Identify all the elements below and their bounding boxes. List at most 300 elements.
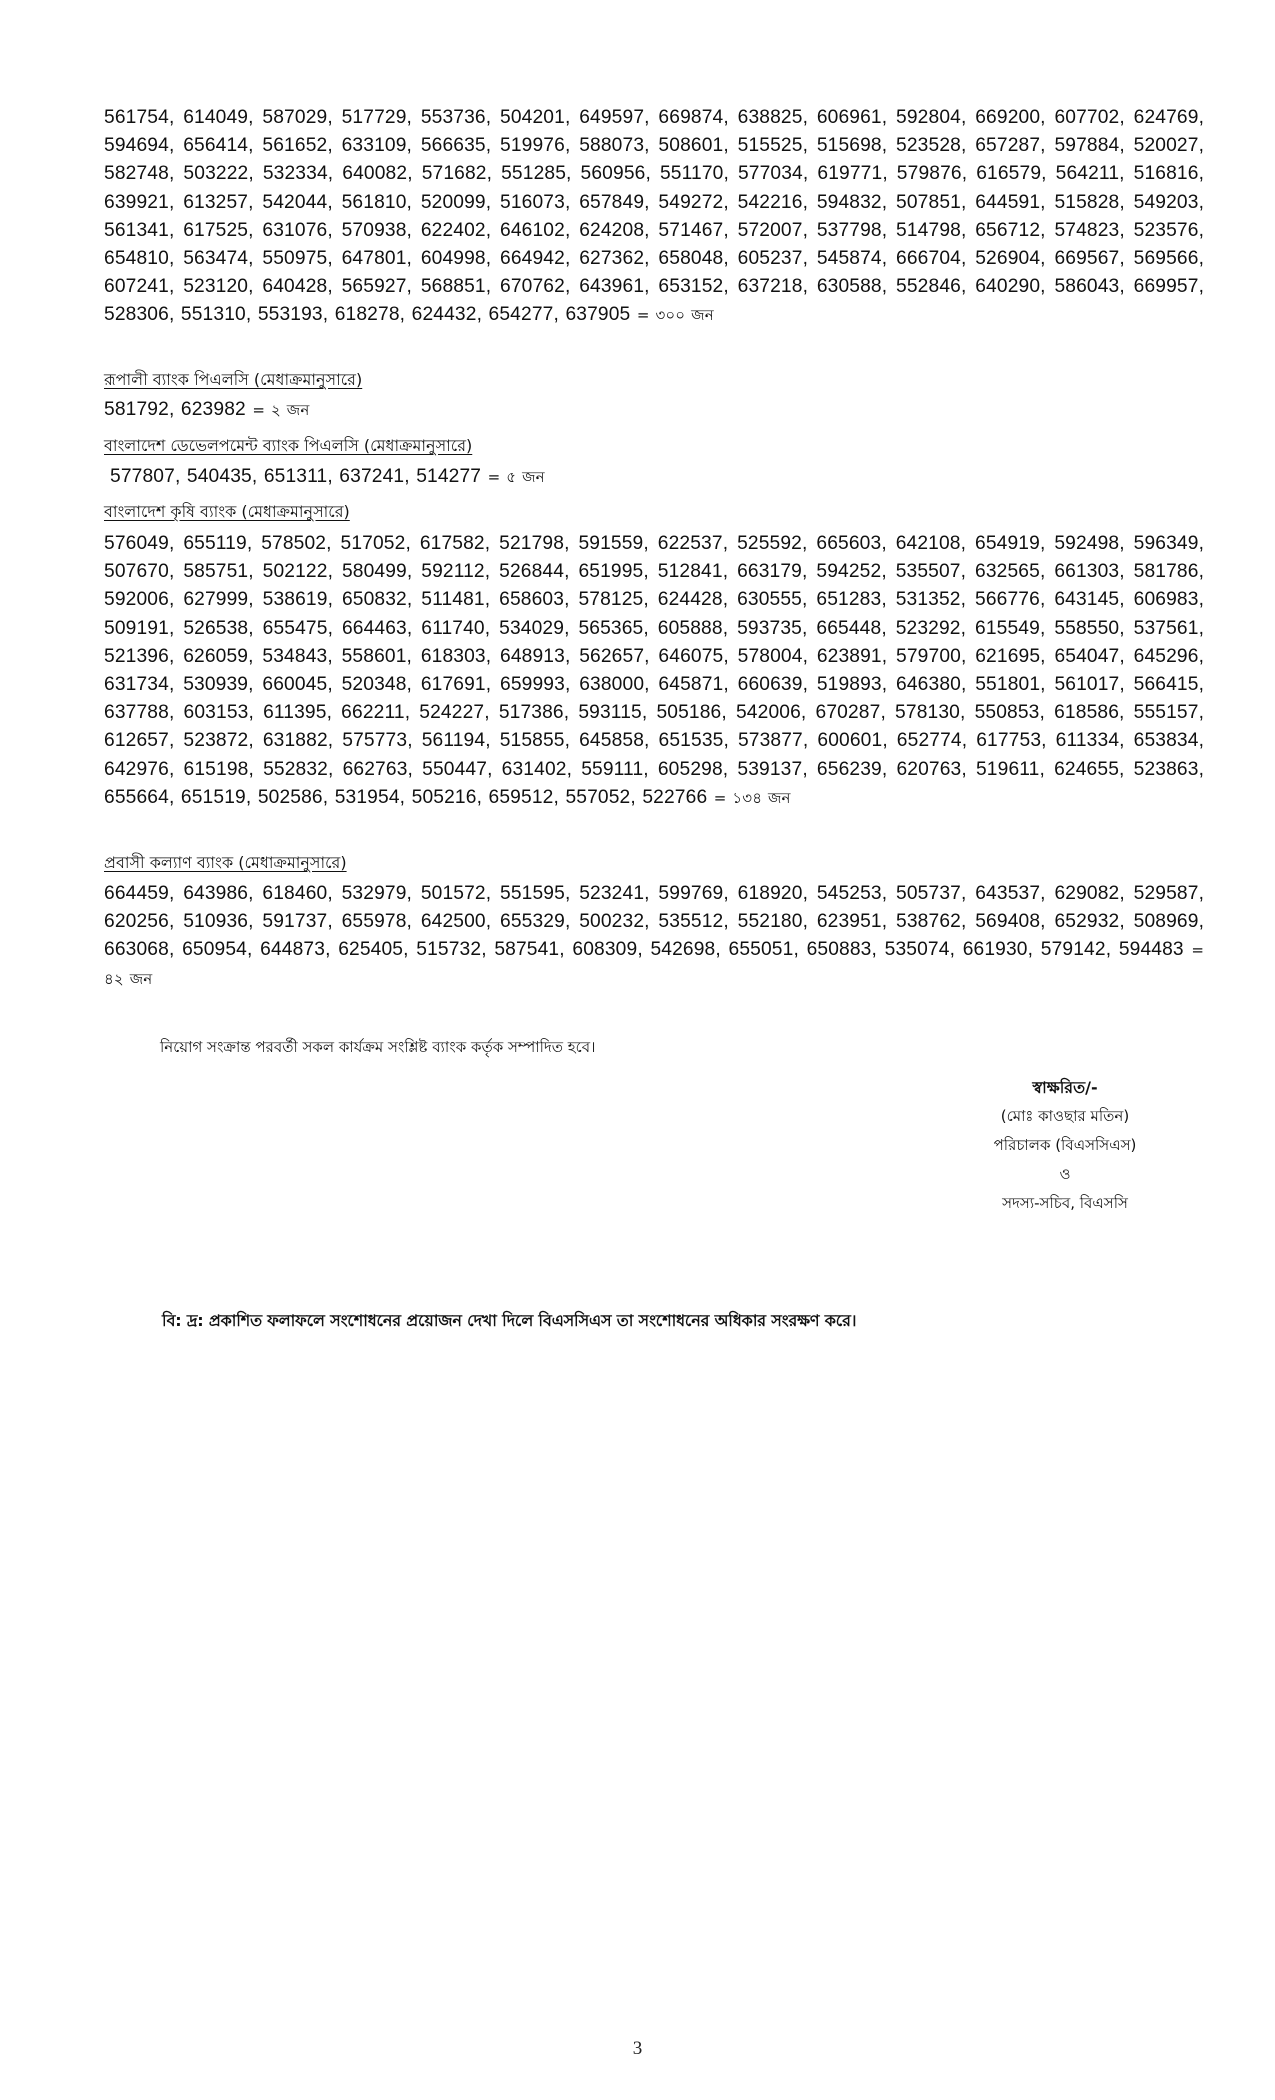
roll-number: 615198	[183, 758, 249, 780]
signatory-designation: পরিচালক (বিএসসিএস)	[993, 1136, 1137, 1154]
roll-number: 606983	[1133, 589, 1199, 611]
roll-number: 558601	[341, 645, 407, 667]
roll-number: 591559	[578, 533, 644, 554]
roll-number: 638000	[579, 674, 645, 696]
candidate-list-bangladesh-development-bank	[104, 463, 1210, 491]
roll-number: 618460	[262, 883, 328, 904]
roll-number: 551595	[500, 883, 565, 904]
roll-number: 651519	[180, 786, 246, 808]
roll-number: 542006	[735, 702, 801, 724]
roll-number: 581792	[104, 399, 169, 420]
roll-number: 665448	[816, 617, 882, 639]
roll-number: 613257	[183, 191, 249, 213]
roll-number: 623982	[180, 399, 246, 420]
roll-number: 511481	[421, 589, 485, 611]
roll-number: 532979	[341, 883, 407, 904]
roll-number: 648913	[500, 645, 565, 667]
roll-number: 561194	[421, 730, 486, 752]
roll-number: 594483	[1118, 939, 1184, 961]
roll-number: 632565	[975, 561, 1040, 583]
roll-number: 655051	[728, 939, 794, 961]
roll-number: 549272	[658, 191, 724, 213]
roll-number: 643145	[1054, 589, 1120, 611]
roll-number: 565365	[578, 617, 644, 639]
roll-number: 622402	[420, 219, 486, 241]
roll-number: 592498	[1054, 533, 1120, 554]
roll-number: 655119	[183, 533, 247, 554]
roll-number: 642976	[104, 758, 169, 780]
roll-number: 517729	[341, 107, 407, 128]
roll-number: 515828	[1054, 191, 1120, 213]
roll-number: 550975	[262, 248, 328, 270]
roll-number: 640082	[342, 163, 408, 185]
roll-number: 553736	[420, 107, 486, 128]
page-number: 3	[632, 2038, 643, 2059]
roll-number: 651311	[263, 466, 328, 487]
roll-number: 580499	[341, 561, 407, 583]
roll-number: 532334	[262, 163, 328, 185]
roll-number: 550853	[974, 702, 1040, 724]
roll-number: 646380	[896, 674, 961, 696]
roll-number: 515855	[499, 730, 565, 752]
roll-number: 649597	[579, 107, 645, 128]
roll-number: 549203	[1133, 191, 1199, 213]
roll-number: 599769	[658, 883, 724, 904]
roll-number: 654919	[975, 533, 1040, 554]
roll-number: 504201	[500, 107, 565, 128]
roll-number: 561754	[104, 107, 169, 128]
roll-number: 624655	[1054, 758, 1120, 780]
roll-number: 659993	[500, 674, 565, 696]
roll-number: 555157	[1133, 702, 1199, 724]
roll-number: 618278	[334, 304, 400, 326]
footnote: বি: দ্র: প্রকাশিত ফলাফলে সংশোধনের প্রয়োজন দেখা দিলে বিএসসিএস তা সংশোধনের অধিকার সংরক্ষণ করে।	[162, 1311, 857, 1330]
roll-number: 651995	[578, 561, 644, 583]
roll-number: 652774	[896, 730, 962, 752]
roll-number: 505216	[411, 786, 477, 808]
roll-number: 522766	[642, 786, 708, 808]
roll-number: 615549	[975, 617, 1040, 639]
roll-number: 656239	[816, 758, 882, 780]
roll-number: 523872	[183, 730, 249, 752]
roll-number: 587029	[262, 107, 328, 128]
roll-number: 605237	[737, 248, 803, 270]
roll-number: 542216	[737, 191, 803, 213]
roll-number: 631734	[104, 674, 169, 696]
roll-number: 624432	[411, 304, 477, 326]
roll-number: 578004	[737, 645, 803, 667]
roll-number: 664942	[500, 248, 565, 270]
roll-number: 660045	[262, 674, 328, 696]
roll-number: 650883	[806, 939, 872, 961]
roll-number: 537561	[1133, 617, 1199, 639]
roll-number: 559111	[581, 758, 644, 780]
roll-number: 569566	[1133, 248, 1199, 270]
roll-number: 553193	[257, 304, 323, 326]
roll-number: 594832	[816, 191, 882, 213]
roll-number: 566635	[420, 135, 486, 157]
roll-number: 561652	[262, 135, 328, 157]
roll-number: 670762	[500, 276, 565, 298]
roll-number: 519976	[500, 135, 565, 157]
roll-number: 596349	[1133, 533, 1199, 554]
roll-number: 521798	[499, 533, 565, 554]
roll-number: 662211	[341, 702, 405, 724]
roll-number: 545253	[816, 883, 882, 904]
roll-number: 654810	[104, 248, 169, 270]
roll-number: 619771	[817, 163, 883, 185]
roll-number: 542698	[650, 939, 716, 961]
roll-number: 637788	[104, 702, 169, 724]
roll-numbers: 581792, 623982	[104, 399, 246, 420]
roll-number: 656712	[975, 219, 1041, 241]
roll-number: 651535	[658, 730, 724, 752]
roll-number: 661930	[962, 939, 1028, 961]
roll-number: 656414	[183, 135, 249, 157]
roll-number: 629082	[1054, 883, 1120, 904]
roll-number: 514277	[416, 466, 482, 487]
signatory-name: (মোঃ কাওছার মতিন)	[1000, 1107, 1130, 1125]
roll-number: 658603	[499, 589, 565, 611]
roll-number: 505186	[656, 702, 722, 724]
roll-number: 523241	[579, 883, 645, 904]
roll-number: 642108	[895, 533, 961, 554]
roll-number: 663179	[737, 561, 803, 583]
roll-number: 623891	[816, 645, 882, 667]
signatory-role: সদস্য-সচিব, বিএসসি	[1002, 1194, 1128, 1212]
roll-number: 597884	[1054, 135, 1120, 157]
roll-number: 510936	[183, 911, 249, 933]
roll-number: 606961	[816, 107, 882, 128]
section-heading-probashi-kallyan-bank: প্রবাসী কল্যাণ ব্যাংক (মেধাক্রমানুসারে)	[104, 853, 347, 872]
roll-number: 617582	[419, 533, 485, 554]
roll-number: 523120	[183, 276, 249, 298]
roll-number: 550447	[422, 758, 488, 780]
roll-number: 507851	[896, 191, 961, 213]
candidate-list-probashi-kallyan-bank	[104, 880, 1204, 993]
roll-number: 592112	[421, 561, 485, 583]
roll-number: 620763	[896, 758, 962, 780]
roll-number: 643537	[975, 883, 1041, 904]
roll-numbers: 576049, 655119, 578502, 517052, 617582, 521798, 591559, 622537, 525592, 665603, 642108, 654919, 592498, 596349, 507670, 585751, 502122, 580499, 592112, 526844, 651995, 512841, 663179, 594252, 535507, 632565, 661303, 581786, 592006, 627999, 538619, 650832, 511481, 658603, 578125, 624428, 630555, 651283, 531352, 566776, 643145, 606983, 509191, 526538, 655475, 664463, 611740, 534029, 565365, 605888, 593735, 665448, 523292, 615549, 558550, 537561, 521396, 626059, 534843, 558601, 618303, 648913, 562657, 646075, 578004, 623891, 579700, 621695, 654047, 645296, 631734, 530939, 660045, 520348, 617691, 659993, 638000, 645871, 660639, 519893, 646380, 551801, 561017, 566415, 637788, 603153, 611395, 662211, 524227, 517386, 593115, 505186, 542006, 670287, 578130, 550853, 618586, 555157, 612657, 523872, 631882, 575773, 561194, 515855, 645858, 651535, 573877, 600601, 652774, 617753, 611334, 653834, 642976, 615198, 552832, 662763, 550447, 631402, 559111, 605298, 539137, 656239, 620763, 519611, 624655, 523863, 655664, 651519, 502586, 531954, 505216, 659512, 557052, 522766	[104, 533, 1205, 808]
roll-number: 542044	[262, 191, 328, 213]
roll-number: 519893	[816, 674, 882, 696]
roll-number: 631402	[501, 758, 567, 780]
roll-number: 577807	[110, 466, 175, 487]
roll-number: 660639	[737, 674, 803, 696]
roll-number: 526538	[183, 617, 249, 639]
roll-number: 670287	[815, 702, 881, 724]
roll-number: 523292	[895, 617, 961, 639]
roll-number: 570938	[341, 219, 407, 241]
roll-number: 605888	[657, 617, 723, 639]
roll-number: 592006	[104, 589, 169, 611]
section-heading-bangladesh-development-bank: বাংলাদেশ ডেভেলপমেন্ট ব্যাংক পিএলসি (মেধাক্রমানুসারে)	[104, 436, 473, 455]
roll-number: 646075	[658, 645, 724, 667]
roll-number: 517386	[498, 702, 564, 724]
roll-number: 644591	[975, 191, 1041, 213]
roll-number: 650832	[341, 589, 407, 611]
roll-number: 538619	[262, 589, 328, 611]
candidate-list-main	[104, 104, 1204, 330]
roll-number: 551801	[975, 674, 1041, 696]
roll-number: 586043	[1054, 276, 1120, 298]
roll-number: 643961	[579, 276, 645, 298]
roll-number: 625405	[338, 939, 404, 961]
roll-number: 502122	[262, 561, 328, 583]
roll-number: 627362	[579, 248, 645, 270]
roll-number: 537798	[816, 219, 882, 241]
roll-number: 593735	[737, 617, 803, 639]
roll-number: 508601	[658, 135, 724, 157]
roll-number: 655978	[341, 911, 407, 933]
roll-number: 662763	[342, 758, 408, 780]
roll-number: 538762	[896, 911, 961, 933]
roll-number: 607241	[104, 276, 169, 298]
roll-number: 637241	[339, 466, 405, 487]
roll-number: 654277	[488, 304, 554, 326]
roll-number: 644873	[260, 939, 326, 961]
roll-number: 622537	[657, 533, 723, 554]
roll-number: 535507	[895, 561, 961, 583]
roll-number: 579142	[1040, 939, 1106, 961]
roll-number: 663068	[104, 939, 169, 961]
roll-number: 524227	[419, 702, 485, 724]
roll-number: 528306	[104, 304, 169, 326]
roll-number: 563474	[183, 248, 249, 270]
roll-number: 657287	[975, 135, 1041, 157]
roll-number: 643986	[183, 883, 249, 904]
total-count: = ৫ জন	[487, 468, 545, 486]
roll-number: 508969	[1133, 911, 1199, 933]
roll-number: 616579	[976, 163, 1042, 185]
roll-number: 669200	[975, 107, 1041, 128]
roll-number: 534029	[499, 617, 565, 639]
roll-number: 605298	[657, 758, 723, 780]
roll-number: 654047	[1054, 645, 1120, 667]
roll-number: 503222	[183, 163, 249, 185]
roll-number: 669874	[658, 107, 724, 128]
roll-number: 624769	[1133, 107, 1199, 128]
roll-number: 591737	[262, 911, 328, 933]
roll-number: 620256	[104, 911, 169, 933]
candidate-list-bangladesh-krishi-bank	[104, 530, 1204, 812]
roll-number: 594694	[104, 135, 169, 157]
roll-numbers: 577807, 540435, 651311, 637241, 514277	[110, 466, 482, 487]
roll-number: 531352	[895, 589, 961, 611]
roll-number: 582748	[104, 163, 169, 185]
roll-number: 637218	[737, 276, 803, 298]
roll-number: 551310	[180, 304, 246, 326]
roll-number: 617691	[420, 674, 486, 696]
roll-number: 640290	[975, 276, 1041, 298]
roll-number: 655329	[500, 911, 565, 933]
roll-number: 569408	[975, 911, 1041, 933]
roll-number: 526844	[499, 561, 565, 583]
candidate-list-rupali-bank	[104, 396, 1204, 424]
roll-number: 631882	[262, 730, 328, 752]
roll-number: 561810	[341, 191, 407, 213]
roll-number: 534843	[262, 645, 328, 667]
roll-number: 604998	[420, 248, 486, 270]
roll-number: 578130	[895, 702, 960, 724]
roll-number: 578125	[578, 589, 644, 611]
total-count: = ৪২ জন	[104, 941, 1205, 988]
roll-number: 621695	[975, 645, 1041, 667]
roll-number: 552180	[737, 911, 803, 933]
section-heading-rupali-bank: রূপালী ব্যাংক পিএলসি (মেধাক্রমানুসারে)	[104, 370, 363, 389]
roll-number: 617753	[976, 730, 1042, 752]
roll-number: 566776	[975, 589, 1040, 611]
roll-number: 574823	[1054, 219, 1120, 241]
roll-number: 507670	[104, 561, 169, 583]
roll-number: 655664	[104, 786, 169, 808]
roll-number: 631076	[262, 219, 328, 241]
total-count: = ২ জন	[252, 401, 310, 419]
roll-numbers: 561754, 614049, 587029, 517729, 553736, 504201, 649597, 669874, 638825, 606961, 592804, 669200, 607702, 624769, 594694, 656414, 561652, 633109, 566635, 519976, 588073, 508601, 515525, 515698, 523528, 657287, 597884, 520027, 582748, 503222, 532334, 640082, 571682, 551285, 560956, 551170, 577034, 619771, 579876, 616579, 564211, 516816, 639921, 613257, 542044, 561810, 520099, 516073, 657849, 549272, 542216, 594832, 507851, 644591, 515828, 549203, 561341, 617525, 631076, 570938, 622402, 646102, 624208, 571467, 572007, 537798, 514798, 656712, 574823, 523576, 654810, 563474, 550975, 647801, 604998, 664942, 627362, 658048, 605237, 545874, 666704, 526904, 669567, 569566, 607241, 523120, 640428, 565927, 568851, 670762, 643961, 653152, 637218, 630588, 552846, 640290, 586043, 669957, 528306, 551310, 553193, 618278, 624432, 654277, 637905	[104, 107, 1205, 326]
roll-number: 581786	[1133, 561, 1199, 583]
roll-number: 561017	[1054, 674, 1120, 696]
roll-number: 523528	[896, 135, 961, 157]
roll-number: 516816	[1133, 163, 1199, 185]
roll-number: 611334	[1055, 730, 1120, 752]
roll-number: 630588	[816, 276, 882, 298]
roll-number: 577034	[737, 163, 803, 185]
roll-number: 653152	[658, 276, 724, 298]
roll-number: 529587	[1133, 883, 1199, 904]
roll-number: 505737	[896, 883, 961, 904]
roll-number: 573877	[737, 730, 803, 752]
roll-number: 535512	[658, 911, 724, 933]
section-heading-bangladesh-krishi-bank: বাংলাদেশ কৃষি ব্যাংক (মেধাক্রমানুসারে)	[104, 502, 350, 521]
notice-text: নিয়োগ সংক্রান্ত পরবর্তী সকল কার্যক্রম সংশ্লিষ্ট ব্যাংক কর্তৃক সম্পাদিত হবে।	[160, 1038, 596, 1056]
roll-number: 519611	[975, 758, 1040, 780]
roll-number: 645871	[658, 674, 724, 696]
roll-number: 523576	[1133, 219, 1199, 241]
roll-number: 639921	[104, 191, 169, 213]
roll-number: 603153	[183, 702, 249, 724]
roll-number: 515732	[416, 939, 482, 961]
roll-number: 566415	[1133, 674, 1199, 696]
roll-number: 520027	[1133, 135, 1199, 157]
roll-numbers: 664459, 643986, 618460, 532979, 501572, 551595, 523241, 599769, 618920, 545253, 505737, 643537, 629082, 529587, 620256, 510936, 591737, 655978, 642500, 655329, 500232, 535512, 552180, 623951, 538762, 569408, 652932, 508969, 663068, 650954, 644873, 625405, 515732, 587541, 608309, 542698, 655051, 650883, 535074, 661930, 579142, 594483	[104, 883, 1205, 961]
roll-number: 585751	[183, 561, 249, 583]
roll-number: 600601	[817, 730, 883, 752]
roll-number: 642500	[420, 911, 486, 933]
roll-number: 608309	[572, 939, 638, 961]
roll-number: 627999	[183, 589, 249, 611]
roll-number: 579700	[896, 645, 961, 667]
total-count: = ৩০০ জন	[636, 306, 714, 325]
roll-number: 557052	[565, 786, 631, 808]
roll-number: 516073	[500, 191, 565, 213]
roll-number: 512841	[657, 561, 723, 583]
roll-number: 561341	[104, 219, 169, 241]
roll-number: 666704	[896, 248, 961, 270]
roll-number: 568851	[420, 276, 486, 298]
roll-number: 500232	[579, 911, 645, 933]
roll-number: 520348	[341, 674, 407, 696]
roll-number: 523863	[1133, 758, 1199, 780]
roll-number: 575773	[342, 730, 408, 752]
roll-number: 661303	[1054, 561, 1120, 583]
roll-number: 515525	[737, 135, 803, 157]
signatory-conjunction: ও	[1059, 1165, 1071, 1183]
roll-number: 501572	[420, 883, 486, 904]
roll-number: 517052	[340, 533, 406, 554]
roll-number: 618920	[737, 883, 803, 904]
roll-number: 650954	[182, 939, 247, 961]
roll-number: 630555	[737, 589, 803, 611]
roll-number: 502586	[257, 786, 323, 808]
roll-number: 558550	[1054, 617, 1120, 639]
roll-number: 618586	[1054, 702, 1120, 724]
roll-number: 612657	[104, 730, 169, 752]
roll-number: 611395	[263, 702, 327, 724]
roll-number: 560956	[580, 163, 646, 185]
roll-number: 626059	[183, 645, 249, 667]
roll-number: 545874	[816, 248, 882, 270]
roll-number: 611740	[421, 617, 485, 639]
roll-number: 633109	[341, 135, 407, 157]
roll-number: 515698	[816, 135, 882, 157]
roll-number: 530939	[183, 674, 249, 696]
roll-number: 669957	[1133, 276, 1199, 298]
roll-number: 658048	[658, 248, 724, 270]
roll-number: 539137	[737, 758, 803, 780]
roll-number: 587541	[494, 939, 560, 961]
roll-number: 659512	[488, 786, 554, 808]
roll-number: 669567	[1054, 248, 1120, 270]
roll-number: 562657	[579, 645, 645, 667]
roll-number: 665603	[816, 533, 882, 554]
roll-number: 623951	[816, 911, 882, 933]
total-count: = ১৩৪ জন	[713, 788, 791, 807]
roll-number: 651283	[816, 589, 882, 611]
roll-number: 614049	[183, 107, 249, 128]
roll-number: 664459	[104, 883, 169, 904]
roll-number: 638825	[737, 107, 803, 128]
roll-number: 525592	[737, 533, 803, 554]
roll-number: 576049	[104, 533, 169, 554]
roll-number: 645858	[579, 730, 645, 752]
roll-number: 565927	[341, 276, 407, 298]
roll-number: 509191	[104, 617, 169, 639]
roll-number: 564211	[1055, 163, 1120, 185]
roll-number: 653834	[1133, 730, 1199, 752]
roll-number: 571682	[421, 163, 487, 185]
roll-number: 647801	[341, 248, 407, 270]
roll-number: 571467	[658, 219, 724, 241]
roll-number: 540435	[186, 466, 252, 487]
roll-number: 551170	[659, 163, 724, 185]
roll-number: 578502	[261, 533, 327, 554]
roll-number: 552846	[896, 276, 961, 298]
roll-number: 594252	[816, 561, 882, 583]
roll-number: 664463	[341, 617, 407, 639]
roll-number: 572007	[737, 219, 803, 241]
roll-number: 646102	[500, 219, 565, 241]
roll-number: 624208	[579, 219, 645, 241]
roll-number: 521396	[104, 645, 169, 667]
roll-number: 552832	[263, 758, 328, 780]
roll-number: 526904	[975, 248, 1041, 270]
roll-number: 637905	[565, 304, 631, 326]
roll-number: 655475	[262, 617, 328, 639]
signature-block	[935, 1073, 1195, 1218]
roll-number: 588073	[579, 135, 645, 157]
roll-number: 592804	[896, 107, 961, 128]
